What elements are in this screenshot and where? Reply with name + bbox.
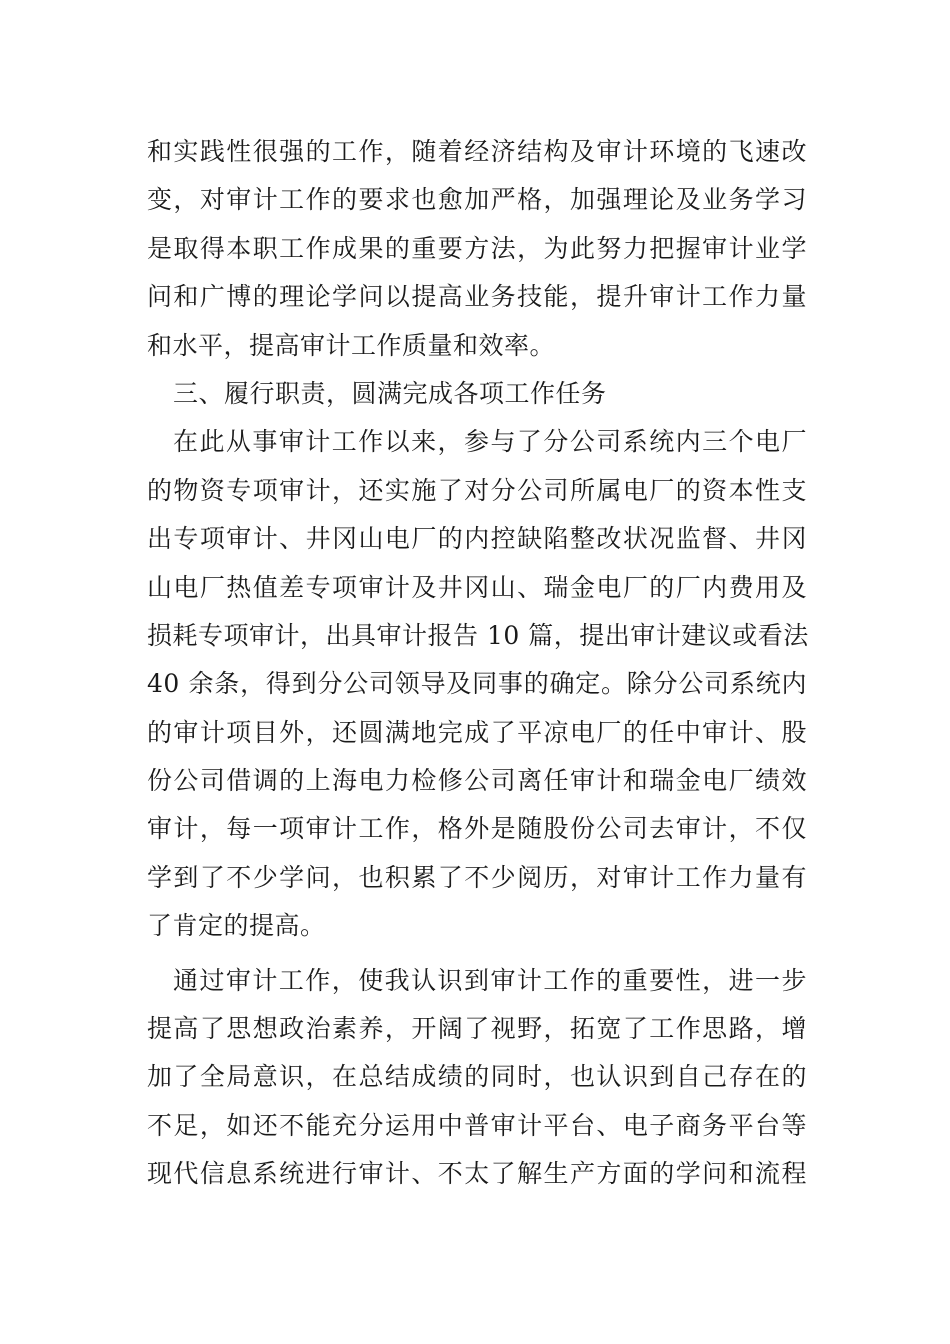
paragraph-line: 通过审计工作，使我认识到审计工作的重要性，进一步 xyxy=(173,965,807,995)
paragraph-line: 问和广博的理论学问以提高业务技能，提升审计工作力量 xyxy=(147,282,807,312)
paragraph-line: 是取得本职工作成果的重要方法，为此努力把握审计业学 xyxy=(147,233,807,263)
section-heading: 三、履行职责，圆满完成各项工作任务 xyxy=(173,378,607,408)
paragraph-line: 变，对审计工作的要求也愈加严格，加强理论及业务学习 xyxy=(147,185,807,215)
paragraph-line: 40 余条，得到分公司领导及同事的确定。除分公司系统内 xyxy=(147,669,807,699)
paragraph-line: 的物资专项审计，还实施了对分公司所属电厂的资本性支 xyxy=(147,475,807,505)
paragraph-line: 和实践性很强的工作，随着经济结构及审计环境的飞速改 xyxy=(147,137,807,166)
paragraph-line: 份公司借调的上海电力检修公司离任审计和瑞金电厂绩效 xyxy=(147,766,807,796)
paragraph-line: 山电厂热值差专项审计及井冈山、瑞金电厂的厂内费用及 xyxy=(147,572,807,602)
document-body xyxy=(147,128,807,1199)
paragraph-line: 损耗专项审计，出具审计报告 10 篇，提出审计建议或看法 xyxy=(147,620,809,650)
paragraph-line: 出专项审计、井冈山电厂的内控缺陷整改状况监督、井冈 xyxy=(147,524,807,554)
paragraph-line: 和水平，提高审计工作质量和效率。 xyxy=(147,330,556,360)
paragraph-line: 了肯定的提高。 xyxy=(147,911,326,941)
paragraph-line: 提高了思想政治素养，开阔了视野，拓宽了工作思路，增 xyxy=(147,1014,807,1044)
paragraph-line: 不足，如还不能充分运用中普审计平台、电子商务平台等 xyxy=(147,1110,807,1140)
paragraph-line: 在此从事审计工作以来，参与了分公司系统内三个电厂 xyxy=(173,427,807,457)
paragraph-line: 加了全局意识，在总结成绩的同时，也认识到自己存在的 xyxy=(147,1062,807,1092)
paragraph-line: 的审计项目外，还圆满地完成了平凉电厂的任中审计、股 xyxy=(147,717,807,747)
paragraph-line: 审计，每一项审计工作，格外是随股份公司去审计，不仅 xyxy=(147,814,807,844)
paragraph-line: 现代信息系统进行审计、不太了解生产方面的学问和流程 xyxy=(147,1159,807,1189)
paragraph-line: 学到了不少学问，也积累了不少阅历，对审计工作力量有 xyxy=(147,862,807,892)
